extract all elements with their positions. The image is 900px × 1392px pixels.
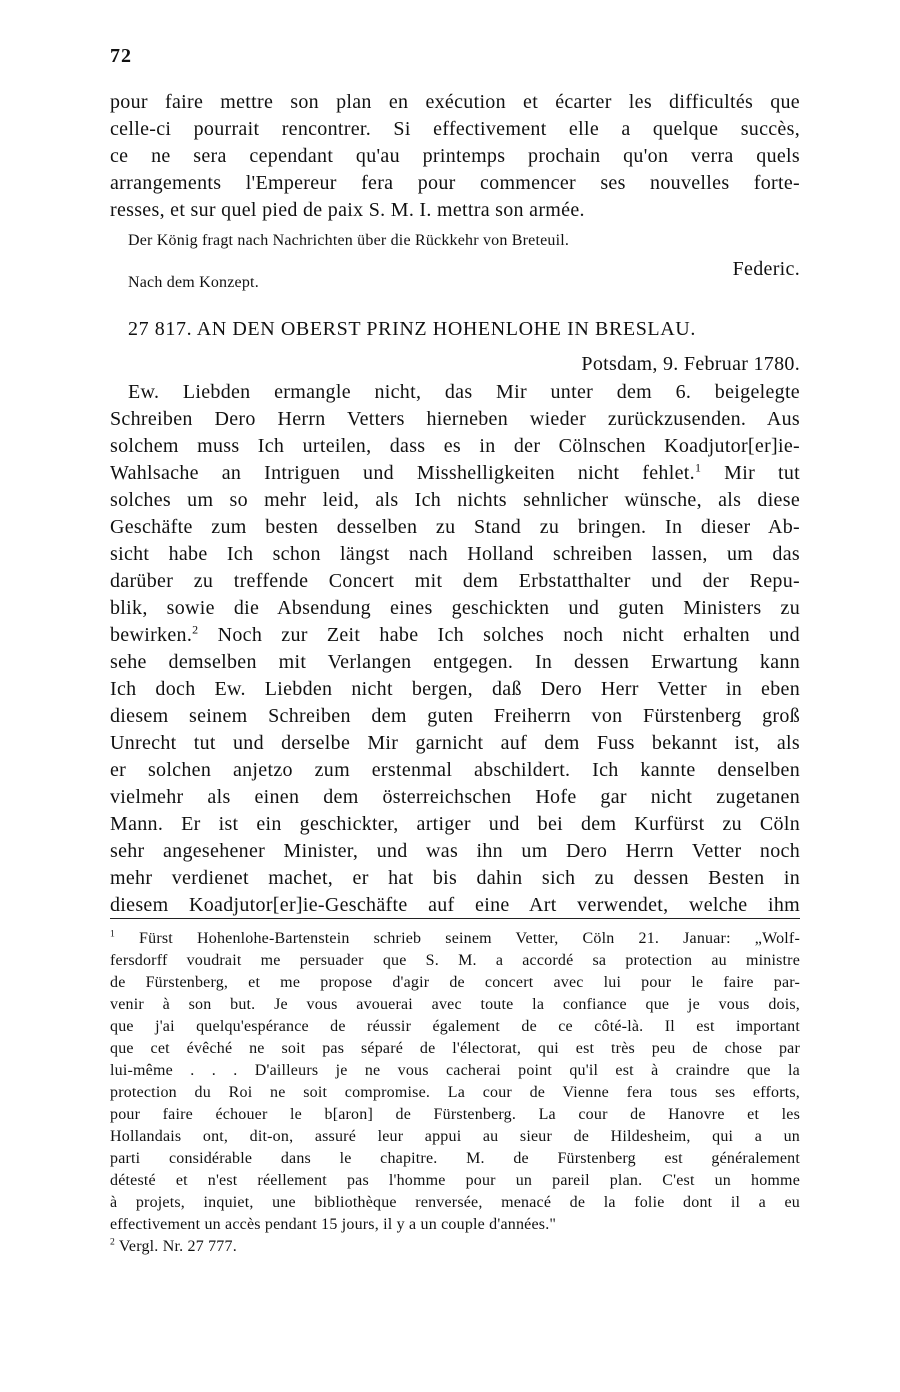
letter-line-text: Noch zur Zeit habe Ich solches noch nicht erhalten und (217, 624, 800, 646)
footnote-line: fersdorff voudrait me persuader que S. M. a accordé sa protection au ministre (110, 952, 800, 969)
letter-line-text: Wahlsache an Intriguen und Misshelligkeiten nicht fehlet. (110, 462, 695, 484)
letter-line: solches um so mehr leid, als Ich nichts sehnlicher wünsche, als diese (110, 489, 800, 511)
letter-line-text: bewirken. (110, 624, 193, 646)
footnote-divider (110, 918, 800, 919)
letter-line: er solchen anjetzo zum erstenmal abschildert. Ich kannte denselben (110, 759, 800, 781)
letter-line: darüber zu treffende Concert mit dem Erbstatthalter und der Repu- (110, 570, 800, 592)
footnote-line: Hollandais ont, dit-on, assuré leur appui au sieur de Hildesheim, qui a un (110, 1128, 800, 1145)
letter-line: Schreiben Dero Herrn Vetters hierneben wieder zurückzusenden. Aus (110, 408, 800, 430)
place-date: Potsdam, 9. Februar 1780. (581, 353, 800, 375)
letter-line: Ich doch Ew. Liebden nicht bergen, daß Dero Herr Vetter in eben (110, 678, 800, 700)
source-note: Nach dem Konzept. (128, 274, 259, 291)
signature: Federic. (732, 258, 800, 280)
letter-line (110, 624, 800, 647)
letter-line: solchem muss Ich urteilen, dass es in der Cölnschen Koadjutor[er]ie- (110, 435, 800, 457)
footnote-line: que cet évêché ne soit pas séparé de l'électorat, qui est très peu de chose par (110, 1040, 800, 1057)
footnote-mark-1: 1 (110, 928, 115, 940)
footnote-line: effectivement un accès pendant 15 jours, il y a un couple d'années." (110, 1216, 557, 1233)
prev-letter-line: arrangements l'Empereur fera pour commencer ses nouvelles forte- (110, 172, 800, 194)
letter-line: diesem seinem Schreiben dem guten Freiherrn von Fürstenberg groß (110, 705, 800, 727)
letter-line: diesem Koadjutor[er]ie-Geschäfte auf eine Art verwendet, welche ihm (110, 894, 800, 916)
footnote-ref-2[interactable]: 2 (192, 622, 199, 637)
letter-line: sehr angesehener Minister, und was ihn um Dero Herrn Vetter noch (110, 840, 800, 862)
letter-line: Unrecht tut und derselbe Mir garnicht auf dem Fuss bekannt ist, als (110, 732, 800, 754)
footnote-line: détesté et n'est réellement pas l'homme pour un pareil plan. C'est un homme (110, 1172, 800, 1189)
footnote-line: de Fürstenberg, et me propose d'agir de concert avec lui pour le faire par- (110, 974, 800, 991)
footnote-line (110, 930, 800, 948)
letter-line: mehr verdienet machet, er hat bis dahin sich zu dessen Besten in (110, 867, 800, 889)
letter-line: sehe demselben mit Verlangen entgegen. In dessen Erwartung kann (110, 651, 800, 673)
letter-summary: Der König fragt nach Nachrichten über die Rückkehr von Breteuil. (128, 232, 570, 249)
footnote-line: à projets, inquiet, une bibliothèque renversée, menacé de la folie dont il a eu (110, 1194, 800, 1211)
footnote-line (110, 1238, 800, 1256)
footnote-ref-1[interactable]: 1 (694, 460, 702, 475)
prev-letter-line: resses, et sur quel pied de paix S. M. I. mettra son armée. (110, 199, 585, 221)
prev-letter-line: pour faire mettre son plan en exécution et écarter les difficultés que (110, 91, 800, 113)
letter-line: Mann. Er ist ein geschickter, artiger und bei dem Kurfürst zu Cöln (110, 813, 800, 835)
letter-line (110, 462, 800, 485)
footnote-line: protection du Roi ne soit compromise. La cour de Vienne fera tous ses efforts, (110, 1084, 800, 1101)
letter-heading: 27 817. AN DEN OBERST PRINZ HOHENLOHE IN BRESLAU. (128, 318, 696, 340)
letter-line: Geschäfte zum besten desselben zu Stand zu bringen. In dieser Ab- (110, 516, 800, 538)
footnote-text: Vergl. Nr. 27 777. (118, 1238, 237, 1255)
letter-line: Ew. Liebden ermangle nicht, das Mir unter dem 6. beigelegte (128, 381, 800, 403)
letter-line-text: Mir tut (724, 462, 800, 484)
footnote-line: que j'ai quelqu'espérance de réussir également de ce côté-là. Il est important (110, 1018, 800, 1035)
footnote-text: Fürst Hohenlohe-Bartenstein schrieb seinem Vetter, Cöln 21. Januar: „Wolf- (139, 930, 800, 947)
footnote-line: venir à son but. Je vous avouerai avec toute la confiance que je vous dois, (110, 996, 800, 1013)
letter-line: vielmehr als einen dem österreichschen Hofe gar nicht zugetanen (110, 786, 800, 808)
letter-line: blik, sowie die Absendung eines geschickten und guten Ministers zu (110, 597, 800, 619)
footnote-mark-2: 2 (110, 1236, 115, 1248)
letter-line: sicht habe Ich schon längst nach Holland schreiben lassen, um das (110, 543, 800, 565)
footnote-line: pour faire échouer le b[aron] de Fürstenberg. La cour de Hanovre et les (110, 1106, 800, 1123)
page-number: 72 (110, 45, 132, 67)
prev-letter-line: ce ne sera cependant qu'au printemps prochain qu'on verra quels (110, 145, 800, 167)
prev-letter-line: celle-ci pourrait rencontrer. Si effectivement elle a quelque succès, (110, 118, 800, 140)
footnote-line: parti considérable dans le chapitre. M. de Fürstenberg est généralement (110, 1150, 800, 1167)
footnote-line: lui-même . . . D'ailleurs je ne vous cacherai point qu'il est à craindre que la (110, 1062, 800, 1079)
